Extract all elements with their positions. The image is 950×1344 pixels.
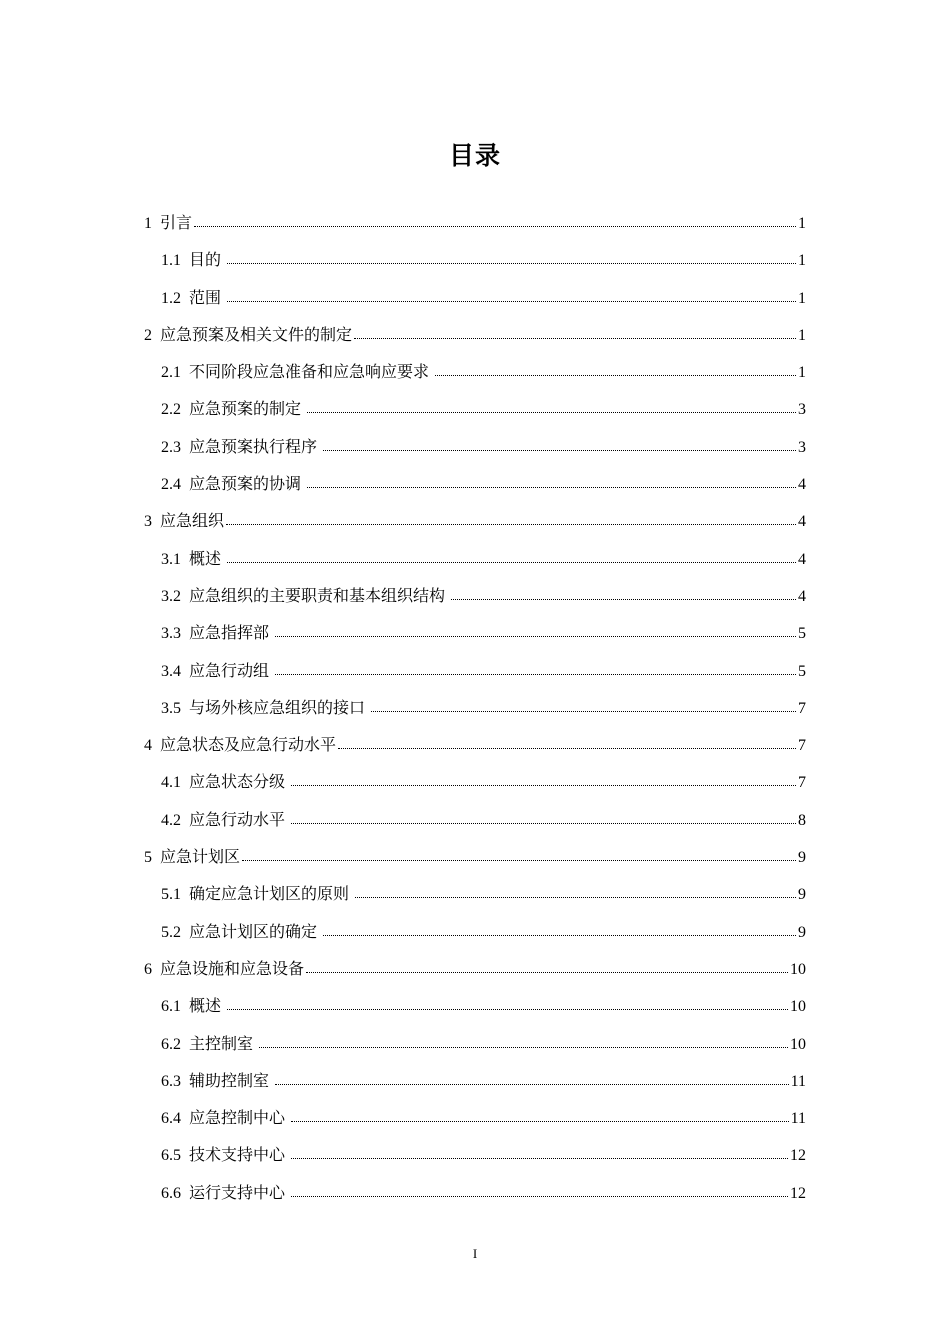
toc-entry-page: 8 <box>798 811 806 829</box>
toc-entry-label: 应急状态及应急行动水平 <box>160 735 337 755</box>
toc-entry-page: 7 <box>798 774 806 792</box>
toc-entry-label: 辅助控制室 <box>189 1070 270 1090</box>
toc-leader-dots <box>227 560 796 563</box>
toc-leader-dots <box>259 1045 788 1048</box>
toc-leader-dots <box>227 261 796 264</box>
toc-entry-page: 9 <box>798 849 806 867</box>
toc-leader-dots <box>307 410 796 413</box>
toc-entry-label: 概述 <box>189 996 222 1016</box>
toc-entry-number: 6.6 <box>161 1184 181 1202</box>
toc-leader-dots <box>435 373 796 376</box>
toc-entry-label: 应急预案执行程序 <box>189 436 318 456</box>
toc-entry-number: 2 <box>144 326 152 344</box>
toc-entry-number: 5.2 <box>161 923 181 941</box>
toc-entry-page: 10 <box>790 1035 806 1053</box>
toc-entry-label: 应急预案的协调 <box>189 474 302 494</box>
toc-entry-page: 1 <box>798 326 806 344</box>
toc-entry-page: 11 <box>790 1072 806 1090</box>
toc-entry-number: 6.2 <box>161 1035 181 1053</box>
toc-entry-3-5[interactable] <box>144 693 806 730</box>
toc-entry-page: 4 <box>798 476 806 494</box>
toc-entry-5-2[interactable] <box>144 917 806 954</box>
toc-leader-dots <box>354 336 796 339</box>
toc-entry-label: 应急组织的主要职责和基本组织结构 <box>189 585 446 605</box>
toc-entry-page: 12 <box>790 1147 806 1165</box>
toc-entry-page: 4 <box>798 513 806 531</box>
toc-entry-6-4[interactable] <box>144 1103 806 1140</box>
toc-entry-page: 1 <box>798 364 806 382</box>
toc-entry-number: 2.1 <box>161 364 181 382</box>
toc-entry-4-2[interactable] <box>144 805 806 842</box>
toc-leader-dots <box>323 448 796 451</box>
toc-entry-3-2[interactable] <box>144 581 806 618</box>
toc-leader-dots <box>275 1082 789 1085</box>
toc-entry-6-5[interactable] <box>144 1140 806 1177</box>
toc-entry-label: 应急计划区 <box>160 847 241 867</box>
toc-entry-number: 4 <box>144 737 152 755</box>
toc-leader-dots <box>371 709 796 712</box>
table-of-contents <box>144 208 806 1215</box>
toc-entry-6-2[interactable] <box>144 1029 806 1066</box>
toc-leader-dots <box>194 224 796 227</box>
toc-leader-dots <box>291 1119 789 1122</box>
toc-entry-label: 与场外核应急组织的接口 <box>189 697 366 717</box>
toc-entry-3-1[interactable] <box>144 544 806 581</box>
toc-entry-5-1[interactable] <box>144 879 806 916</box>
toc-entry-label: 技术支持中心 <box>189 1145 286 1165</box>
toc-entry-4[interactable] <box>144 730 806 767</box>
toc-entry-page: 12 <box>790 1184 806 1202</box>
toc-entry-label: 应急预案的制定 <box>189 399 302 419</box>
toc-entry-number: 6.5 <box>161 1147 181 1165</box>
toc-entry-page: 4 <box>798 587 806 605</box>
toc-entry-6[interactable] <box>144 954 806 991</box>
toc-leader-dots <box>275 634 796 637</box>
toc-entry-number: 6.3 <box>161 1072 181 1090</box>
toc-entry-number: 2.2 <box>161 401 181 419</box>
toc-entry-3-3[interactable] <box>144 618 806 655</box>
toc-entry-1-1[interactable] <box>144 245 806 282</box>
toc-entry-3-4[interactable] <box>144 656 806 693</box>
toc-entry-label: 应急状态分级 <box>189 772 286 792</box>
toc-entry-label: 应急行动水平 <box>189 809 286 829</box>
toc-entry-page: 7 <box>798 699 806 717</box>
toc-leader-dots <box>291 1156 788 1159</box>
toc-leader-dots <box>227 1007 788 1010</box>
toc-leader-dots <box>291 821 796 824</box>
toc-leader-dots <box>242 858 796 861</box>
toc-entry-page: 10 <box>790 960 806 978</box>
toc-entry-label: 应急组织 <box>160 511 225 531</box>
toc-entry-number: 6.4 <box>161 1110 181 1128</box>
page-footer-number: I <box>472 1246 478 1261</box>
toc-entry-3[interactable] <box>144 506 806 543</box>
toc-entry-page: 3 <box>798 438 806 456</box>
toc-entry-label: 不同阶段应急准备和应急响应要求 <box>189 362 430 382</box>
toc-entry-label: 运行支持中心 <box>189 1182 286 1202</box>
toc-leader-dots <box>355 895 796 898</box>
toc-entry-label: 应急预案及相关文件的制定 <box>160 324 353 344</box>
toc-entry-number: 1.1 <box>161 252 181 270</box>
toc-entry-2-1[interactable] <box>144 357 806 394</box>
toc-entry-label: 应急设施和应急设备 <box>160 958 305 978</box>
toc-entry-page: 3 <box>798 401 806 419</box>
toc-leader-dots <box>227 299 796 302</box>
toc-entry-page: 1 <box>798 289 806 307</box>
toc-entry-number: 2.3 <box>161 438 181 456</box>
toc-entry-label: 范围 <box>189 287 222 307</box>
toc-entry-number: 4.2 <box>161 811 181 829</box>
toc-entry-page: 5 <box>798 625 806 643</box>
toc-entry-2-3[interactable] <box>144 432 806 469</box>
toc-entry-label: 概述 <box>189 548 222 568</box>
toc-entry-label: 应急计划区的确定 <box>189 921 318 941</box>
toc-entry-number: 1 <box>144 215 152 232</box>
toc-entry-number: 5 <box>144 849 152 867</box>
toc-leader-dots <box>323 933 796 936</box>
toc-entry-5[interactable] <box>144 842 806 879</box>
toc-entry-page: 1 <box>798 252 806 270</box>
toc-entry-number: 4.1 <box>161 774 181 792</box>
toc-entry-label: 目的 <box>189 250 222 270</box>
toc-entry-number: 6 <box>144 960 152 978</box>
toc-entry-number: 2.4 <box>161 476 181 494</box>
page-title: 目录 <box>448 141 501 170</box>
toc-leader-dots <box>291 1194 788 1197</box>
toc-entry-number: 3.4 <box>161 662 181 680</box>
toc-entry-2-4[interactable] <box>144 469 806 506</box>
toc-entry-label: 应急行动组 <box>189 660 270 680</box>
toc-entry-1[interactable] <box>144 208 806 245</box>
toc-entry-1-2[interactable] <box>144 283 806 320</box>
toc-leader-dots <box>307 485 796 488</box>
toc-entry-page: 9 <box>798 923 806 941</box>
toc-entry-2-2[interactable] <box>144 394 806 431</box>
toc-entry-page: 5 <box>798 662 806 680</box>
toc-entry-label: 引言 <box>160 213 193 232</box>
toc-entry-page: 1 <box>798 215 806 232</box>
toc-entry-number: 3.3 <box>161 625 181 643</box>
toc-entry-page: 10 <box>790 998 806 1016</box>
toc-entry-label: 应急指挥部 <box>189 623 270 643</box>
toc-entry-page: 4 <box>798 550 806 568</box>
toc-entry-4-1[interactable] <box>144 767 806 804</box>
toc-entry-label: 主控制室 <box>189 1033 254 1053</box>
toc-leader-dots <box>226 522 796 525</box>
toc-leader-dots <box>291 783 796 786</box>
toc-entry-number: 3 <box>144 513 152 531</box>
toc-entry-6-1[interactable] <box>144 991 806 1028</box>
toc-entry-page: 11 <box>790 1110 806 1128</box>
toc-entry-number: 3.2 <box>161 587 181 605</box>
toc-leader-dots <box>338 746 796 749</box>
toc-entry-number: 3.5 <box>161 699 181 717</box>
toc-entry-6-6[interactable] <box>144 1178 806 1215</box>
toc-entry-label: 确定应急计划区的原则 <box>189 884 350 904</box>
toc-entry-number: 1.2 <box>161 289 181 307</box>
toc-entry-number: 5.1 <box>161 886 181 904</box>
toc-entry-6-3[interactable] <box>144 1066 806 1103</box>
toc-leader-dots <box>275 672 796 675</box>
toc-entry-number: 3.1 <box>161 550 181 568</box>
toc-entry-2[interactable] <box>144 320 806 357</box>
toc-entry-number: 6.1 <box>161 998 181 1016</box>
toc-leader-dots <box>306 970 788 973</box>
toc-entry-page: 7 <box>798 737 806 755</box>
toc-entry-label: 应急控制中心 <box>189 1108 286 1128</box>
toc-leader-dots <box>451 597 796 600</box>
toc-entry-page: 9 <box>798 886 806 904</box>
